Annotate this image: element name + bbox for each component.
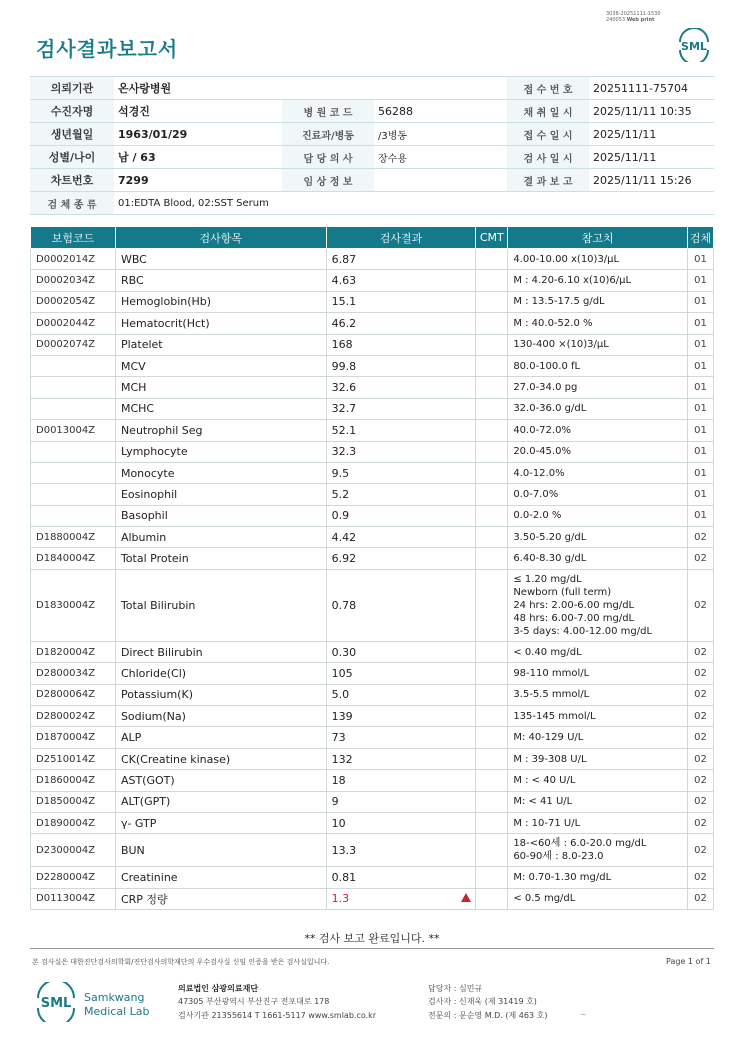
reference-line: 24 hrs: 2.00-6.00 mg/dL — [513, 599, 635, 611]
row-result — [326, 641, 476, 662]
name-label: 수진자명 — [30, 100, 114, 123]
row-result-value: 0.81 — [331, 871, 357, 885]
row-result — [326, 663, 476, 684]
row-item: Total Bilirubin — [115, 569, 326, 641]
row-cmt — [476, 398, 508, 419]
org-registration: 검사기관 21355614 T 1661-5117 www.smlab.co.kr — [178, 1011, 377, 1020]
row-specimen: 01 — [687, 505, 713, 526]
chart-no-label: 차트번호 — [30, 169, 114, 192]
row-item: CK(Creatine kinase) — [115, 748, 326, 769]
dept-label: 진료과/병동 — [282, 123, 374, 146]
info-row — [30, 77, 714, 100]
req-org-value: 온사랑병원 — [114, 77, 507, 100]
collect-label: 채 취 일 시 — [507, 100, 589, 123]
row-result — [326, 812, 476, 833]
row-cmt — [476, 684, 508, 705]
row-cmt — [476, 888, 508, 909]
row-code: D2300004Z — [31, 834, 116, 867]
row-cmt — [476, 663, 508, 684]
row-specimen: 01 — [687, 270, 713, 291]
hosp-code-label: 병 원 코 드 — [282, 100, 374, 123]
row-specimen: 02 — [687, 727, 713, 748]
row-code: D0002074Z — [31, 334, 116, 355]
table-row — [31, 484, 714, 505]
row-specimen: 01 — [687, 355, 713, 376]
row-cmt — [476, 484, 508, 505]
table-row — [31, 684, 714, 705]
report-value: 2025/11/11 15:26 — [589, 169, 714, 192]
row-result-value: 5.2 — [331, 487, 350, 501]
row-cmt — [476, 249, 508, 270]
row-result-value: 4.42 — [331, 530, 357, 544]
row-result-value: 9.5 — [331, 466, 350, 480]
row-item: RBC — [115, 270, 326, 291]
row-cmt — [476, 791, 508, 812]
row-result-value: 18 — [331, 773, 346, 787]
clinical-label: 임 상 정 보 — [282, 169, 374, 192]
row-reference: M: 40-129 U/L — [508, 727, 688, 748]
row-specimen: 02 — [687, 663, 713, 684]
row-specimen: 02 — [687, 527, 713, 548]
results-table — [30, 226, 714, 910]
row-item: Creatinine — [115, 867, 326, 888]
print-id-line: 240053 Web print — [606, 17, 655, 23]
row-cmt — [476, 770, 508, 791]
row-specimen: 01 — [687, 291, 713, 312]
table-row — [31, 313, 714, 334]
row-result-value: 5.0 — [331, 688, 350, 702]
row-cmt — [476, 313, 508, 334]
row-specimen: 02 — [687, 888, 713, 909]
row-code: D1820004Z — [31, 641, 116, 662]
hosp-code-value: 56288 — [374, 100, 507, 123]
row-result-value: 1.3 — [331, 892, 350, 906]
row-specimen: 02 — [687, 867, 713, 888]
table-row — [31, 355, 714, 376]
row-code — [31, 355, 116, 376]
row-reference: 135-145 mmol/L — [508, 706, 688, 727]
row-result-value: 105 — [331, 666, 353, 680]
receipt-date-value: 2025/11/11 — [589, 123, 714, 146]
row-result — [326, 791, 476, 812]
row-cmt — [476, 569, 508, 641]
table-row — [31, 888, 714, 909]
row-item: WBC — [115, 249, 326, 270]
collect-value: 2025/11/11 10:35 — [589, 100, 714, 123]
row-reference: 32.0-36.0 g/dL — [508, 398, 688, 419]
row-code — [31, 441, 116, 462]
table-row — [31, 548, 714, 569]
header-result: 검사결과 — [326, 227, 476, 249]
row-reference: < 0.40 mg/dL — [508, 641, 688, 662]
row-code — [31, 505, 116, 526]
row-reference: 20.0-45.0% — [508, 441, 688, 462]
row-result — [326, 377, 476, 398]
row-cmt — [476, 270, 508, 291]
row-cmt — [476, 834, 508, 867]
row-code: D2800024Z — [31, 706, 116, 727]
row-specimen: 02 — [687, 834, 713, 867]
row-specimen: 02 — [687, 706, 713, 727]
dept-value: /3병동 — [374, 123, 507, 146]
header-code: 보험코드 — [31, 227, 116, 249]
sex-age-value: 남 / 63 — [114, 146, 282, 169]
row-result-value: 10 — [331, 816, 346, 830]
row-result-value: 52.1 — [331, 423, 357, 437]
row-result — [326, 334, 476, 355]
table-row — [31, 505, 714, 526]
sex-age-label: 성별/나이 — [30, 146, 114, 169]
row-reference: M : 13.5-17.5 g/dL — [508, 291, 688, 312]
row-reference: 0.0-2.0 % — [508, 505, 688, 526]
row-result — [326, 527, 476, 548]
reference-line: 48 hrs: 6.00-7.00 mg/dL — [513, 612, 635, 624]
table-row — [31, 270, 714, 291]
row-code — [31, 398, 116, 419]
table-row — [31, 791, 714, 812]
row-specimen: 01 — [687, 398, 713, 419]
row-code: D1870004Z — [31, 727, 116, 748]
row-result — [326, 867, 476, 888]
row-specimen: 01 — [687, 313, 713, 334]
row-item: Lymphocyte — [115, 441, 326, 462]
table-row — [31, 770, 714, 791]
row-code: D1860004Z — [31, 770, 116, 791]
row-code: D0013004Z — [31, 420, 116, 441]
row-result-value: 6.87 — [331, 252, 357, 266]
row-item: BUN — [115, 834, 326, 867]
row-reference: 6.40-8.30 g/dL — [508, 548, 688, 569]
row-item: AST(GOT) — [115, 770, 326, 791]
row-cmt — [476, 641, 508, 662]
row-item: Hematocrit(Hct) — [115, 313, 326, 334]
chart-no-value: 7299 — [114, 169, 282, 192]
sml-logo-text: SML — [681, 40, 707, 53]
row-code: D2800034Z — [31, 663, 116, 684]
row-cmt — [476, 355, 508, 376]
row-reference: 80.0-100.0 fL — [508, 355, 688, 376]
row-code: D0113004Z — [31, 888, 116, 909]
row-reference: 40.0-72.0% — [508, 420, 688, 441]
row-cmt — [476, 441, 508, 462]
row-result — [326, 291, 476, 312]
specimen-value: 01:EDTA Blood, 02:SST Serum — [114, 192, 714, 215]
row-specimen: 01 — [687, 249, 713, 270]
row-result — [326, 398, 476, 419]
footer-divider — [30, 948, 714, 949]
table-row — [31, 527, 714, 548]
row-item: MCHC — [115, 398, 326, 419]
row-reference: 130-400 ×(10)3/µL — [508, 334, 688, 355]
row-result — [326, 888, 476, 909]
info-row — [30, 169, 714, 192]
test-date-value: 2025/11/11 — [589, 146, 714, 169]
row-item: Platelet — [115, 334, 326, 355]
results-body — [31, 249, 714, 910]
row-result-value: 73 — [331, 731, 346, 745]
header-ref: 참고치 — [508, 227, 688, 249]
header-cmt: CMT — [476, 227, 508, 249]
logo-line2: Medical Lab — [84, 1005, 150, 1018]
table-row — [31, 727, 714, 748]
row-item: ALP — [115, 727, 326, 748]
row-specimen: 01 — [687, 462, 713, 483]
row-result-value: 0.30 — [331, 645, 357, 659]
row-item: Sodium(Na) — [115, 706, 326, 727]
row-item: Direct Bilirubin — [115, 641, 326, 662]
table-row — [31, 398, 714, 419]
row-reference — [508, 569, 688, 641]
signature-icon: ~ — [580, 1010, 587, 1019]
row-result-value: 32.3 — [331, 445, 357, 459]
row-result-value: 168 — [331, 338, 353, 352]
row-result-value: 46.2 — [331, 316, 357, 330]
name-value: 석경진 — [114, 100, 282, 123]
row-cmt — [476, 727, 508, 748]
receipt-no-label: 접 수 번 호 — [507, 77, 589, 100]
row-reference: M: < 41 U/L — [508, 791, 688, 812]
page-title: 검사결과보고서 — [36, 37, 179, 61]
row-code: D1890004Z — [31, 812, 116, 833]
row-result-value: 99.8 — [331, 359, 357, 373]
row-specimen: 02 — [687, 641, 713, 662]
row-specimen: 01 — [687, 441, 713, 462]
row-code: D0002044Z — [31, 313, 116, 334]
info-row — [30, 100, 714, 123]
row-result — [326, 706, 476, 727]
row-result — [326, 313, 476, 334]
row-result — [326, 569, 476, 641]
row-result — [326, 505, 476, 526]
row-code: D1840004Z — [31, 548, 116, 569]
table-row — [31, 249, 714, 270]
row-cmt — [476, 505, 508, 526]
row-item: Albumin — [115, 527, 326, 548]
row-code: D1830004Z — [31, 569, 116, 641]
row-result — [326, 684, 476, 705]
doctor-value: 장수용 — [374, 146, 507, 169]
row-reference: 3.5-5.5 mmol/L — [508, 684, 688, 705]
row-reference: M : < 40 U/L — [508, 770, 688, 791]
table-row — [31, 641, 714, 662]
row-specimen: 02 — [687, 748, 713, 769]
info-row — [30, 192, 714, 215]
row-result — [326, 420, 476, 441]
report-complete-text: ** 검사 보고 완료입니다. ** — [304, 932, 440, 945]
row-specimen: 01 — [687, 334, 713, 355]
row-code: D1880004Z — [31, 527, 116, 548]
row-item: ALT(GPT) — [115, 791, 326, 812]
dob-value: 1963/01/29 — [114, 123, 282, 146]
row-code — [31, 484, 116, 505]
row-specimen: 02 — [687, 770, 713, 791]
header-specimen: 검체 — [687, 227, 713, 249]
row-result — [326, 270, 476, 291]
row-reference — [508, 834, 688, 867]
row-result-value: 4.63 — [331, 274, 357, 288]
receipt-no-value: 20251111-75704 — [589, 77, 714, 100]
row-cmt — [476, 334, 508, 355]
row-item: Chloride(Cl) — [115, 663, 326, 684]
row-result-value: 15.1 — [331, 295, 357, 309]
row-specimen: 02 — [687, 548, 713, 569]
row-result-value: 32.6 — [331, 381, 357, 395]
row-result — [326, 770, 476, 791]
staff-tester: 검사자 : 신재욱 (제 31419 호) — [428, 997, 537, 1006]
row-result-value: 0.78 — [331, 598, 357, 612]
row-cmt — [476, 420, 508, 441]
table-row — [31, 377, 714, 398]
report-label: 결 과 보 고 — [507, 169, 589, 192]
row-item: Eosinophil — [115, 484, 326, 505]
row-result — [326, 462, 476, 483]
row-reference: M : 4.20-6.10 x(10)6/µL — [508, 270, 688, 291]
footer-logo-text: SML — [40, 996, 72, 1011]
row-code: D2800064Z — [31, 684, 116, 705]
certification-text: 본 검사실은 대한진단검사의학회/진단검사의학재단의 우수검사실 신임 인증을 받은 검사실입니다. — [32, 958, 330, 966]
page-number: Page 1 of 1 — [666, 957, 711, 966]
row-code: D0002034Z — [31, 270, 116, 291]
receipt-date-label: 접 수 일 시 — [507, 123, 589, 146]
row-reference: M : 39-308 U/L — [508, 748, 688, 769]
row-specimen: 02 — [687, 791, 713, 812]
table-row — [31, 569, 714, 641]
row-cmt — [476, 527, 508, 548]
table-row — [31, 834, 714, 867]
row-reference: 3.50-5.20 g/dL — [508, 527, 688, 548]
row-result — [326, 727, 476, 748]
req-org-label: 의뢰기관 — [30, 77, 114, 100]
info-row — [30, 123, 714, 146]
staff-manager: 담당자 : 심민규 — [428, 984, 483, 993]
results-header-row — [31, 227, 714, 249]
row-reference: 4.00-10.00 x(10)3/µL — [508, 249, 688, 270]
row-item: Neutrophil Seg — [115, 420, 326, 441]
table-row — [31, 867, 714, 888]
row-cmt — [476, 291, 508, 312]
row-code: D1850004Z — [31, 791, 116, 812]
specimen-label: 검 체 종 류 — [30, 192, 114, 215]
row-code — [31, 462, 116, 483]
table-row — [31, 812, 714, 833]
row-result — [326, 355, 476, 376]
row-result-value: 6.92 — [331, 552, 357, 566]
row-reference: 4.0-12.0% — [508, 462, 688, 483]
doctor-label: 담 당 의 사 — [282, 146, 374, 169]
row-code: D0002014Z — [31, 249, 116, 270]
row-reference: M : 40.0-52.0 % — [508, 313, 688, 334]
reference-line: 60-90세 : 8.0-23.0 — [513, 851, 604, 863]
row-specimen: 01 — [687, 420, 713, 441]
row-cmt — [476, 867, 508, 888]
row-reference: 98-110 mmol/L — [508, 663, 688, 684]
sml-logo-icon — [676, 28, 712, 62]
table-row — [31, 291, 714, 312]
row-reference: < 0.5 mg/dL — [508, 888, 688, 909]
reference-line: ≤ 1.20 mg/dL — [513, 573, 582, 585]
logo-line1: Samkwang — [84, 991, 145, 1004]
reference-line: Newborn (full term) — [513, 586, 612, 598]
row-result-value: 13.3 — [331, 843, 357, 857]
table-row — [31, 663, 714, 684]
row-result — [326, 548, 476, 569]
row-cmt — [476, 706, 508, 727]
table-row — [31, 420, 714, 441]
row-item: CRP 정량 — [115, 888, 326, 909]
print-code: 3038-20251111-1530 — [606, 11, 661, 17]
row-code: D0002054Z — [31, 291, 116, 312]
row-item: Monocyte — [115, 462, 326, 483]
row-item: Hemoglobin(Hb) — [115, 291, 326, 312]
row-reference: 0.0-7.0% — [508, 484, 688, 505]
row-code — [31, 377, 116, 398]
row-code: D2280004Z — [31, 867, 116, 888]
test-date-label: 검 사 일 시 — [507, 146, 589, 169]
row-result-value: 9 — [331, 795, 339, 809]
table-row — [31, 462, 714, 483]
row-result — [326, 441, 476, 462]
table-row — [31, 748, 714, 769]
row-reference: M : 10-71 U/L — [508, 812, 688, 833]
table-row — [31, 441, 714, 462]
high-flag-icon — [461, 893, 471, 902]
row-result-value: 32.7 — [331, 402, 357, 416]
row-cmt — [476, 748, 508, 769]
row-specimen: 01 — [687, 377, 713, 398]
row-result-value: 0.9 — [331, 509, 350, 523]
row-result — [326, 834, 476, 867]
table-row — [31, 706, 714, 727]
table-row — [31, 334, 714, 355]
print-info — [606, 11, 661, 23]
row-item: Total Protein — [115, 548, 326, 569]
org-name: 의료법인 삼광의료재단 — [178, 984, 259, 993]
patient-info-table — [30, 76, 714, 215]
row-result — [326, 484, 476, 505]
row-item: MCH — [115, 377, 326, 398]
row-specimen: 02 — [687, 684, 713, 705]
reference-line: 18-<60세 : 6.0-20.0 mg/dL — [513, 838, 647, 850]
row-result — [326, 249, 476, 270]
row-reference: M: 0.70-1.30 mg/dL — [508, 867, 688, 888]
clinical-value — [374, 169, 507, 192]
row-specimen: 01 — [687, 484, 713, 505]
row-cmt — [476, 462, 508, 483]
reference-line: 3-5 days: 4.00-12.00 mg/dL — [513, 625, 653, 637]
info-row — [30, 146, 714, 169]
row-cmt — [476, 812, 508, 833]
row-result-value: 132 — [331, 752, 353, 766]
row-reference: 27.0-34.0 pg — [508, 377, 688, 398]
dob-label: 생년월일 — [30, 123, 114, 146]
row-item: MCV — [115, 355, 326, 376]
row-item: Basophil — [115, 505, 326, 526]
row-code: D2510014Z — [31, 748, 116, 769]
samkwang-logo-icon — [36, 982, 166, 1022]
staff-specialist: 전문의 : 문순영 M.D. (제 463 호) — [428, 1011, 548, 1020]
row-result — [326, 748, 476, 769]
row-item: γ- GTP — [115, 812, 326, 833]
row-specimen: 02 — [687, 569, 713, 641]
row-specimen: 02 — [687, 812, 713, 833]
row-item: Potassium(K) — [115, 684, 326, 705]
row-cmt — [476, 548, 508, 569]
header-item: 검사항목 — [115, 227, 326, 249]
row-result-value: 139 — [331, 709, 353, 723]
row-cmt — [476, 377, 508, 398]
org-address: 47305 부산광역시 부산진구 전포대로 178 — [178, 997, 330, 1006]
